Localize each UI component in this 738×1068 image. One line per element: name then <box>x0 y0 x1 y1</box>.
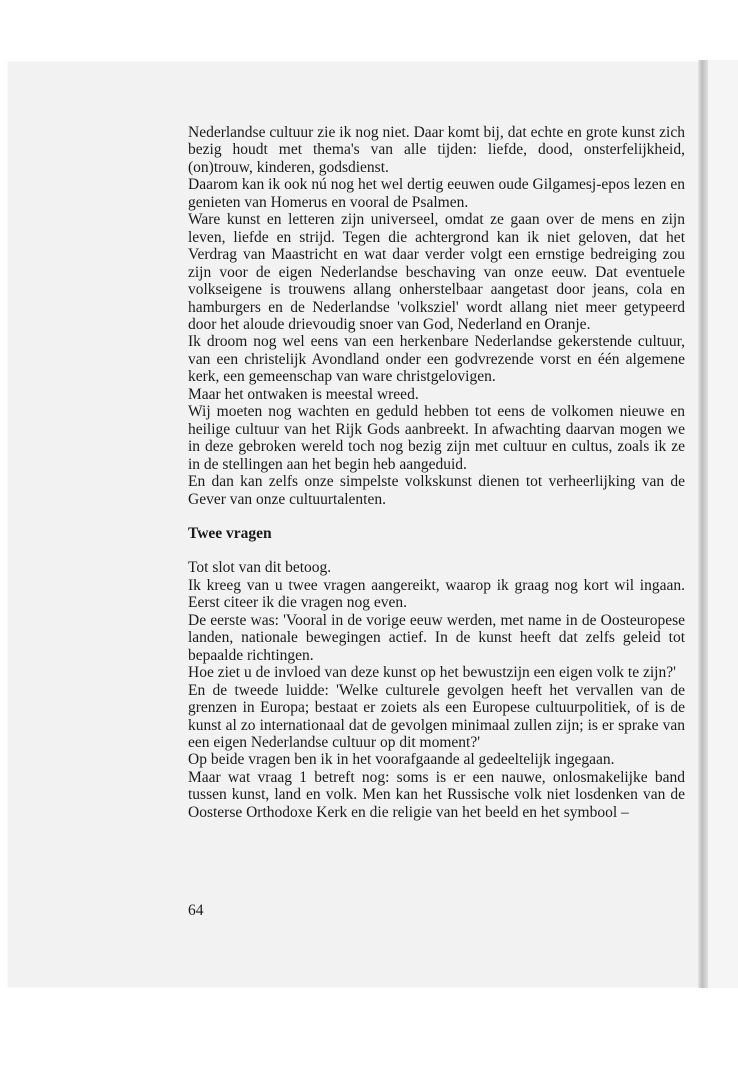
paragraph: Maar wat vraag 1 betreft nog: soms is er een nauwe, onlosmakelijke band tussen kunst, land en volk. Men kan het Russische volk niet losdenken van de Oosterse Orthodoxe Kerk en die religie van het beeld en het symbool – <box>188 768 685 821</box>
paragraph: Maar het ontwaken is meestal wreed. <box>188 385 419 403</box>
paragraph: Ware kunst en letteren zijn universeel, omdat ze gaan over de mens en zijn leven, liefde en strijd. Tegen die achtergrond kan ik niet geloven, dat het Verdrag van Maastricht en wat daar verder volgt een ernstige bedreiging zou zijn voor de eigen Nederlandse beschaving van onze eeuw. Dat eventuele volkseigene is trouwens allang onherstelbaar aangetast door jeans, cola en hamburgers en de Nederlandse 'volksziel' wordt allang niet meer getypeerd door het aloude drievoudig snoer van God, Nederland en Oranje. <box>188 211 685 333</box>
paragraph: Daarom kan ik ook nú nog het wel dertig eeuwen oude Gilgamesj-epos lezen en genieten van Homerus en vooral de Psalmen. <box>188 176 685 211</box>
paragraph: Ik droom nog wel eens van een herkenbare Nederlandse gekerstende cultuur, van een christelijk Avondland onder een godvrezende vorst en één algemene kerk, een gemeenschap van ware christgelovigen. <box>188 333 685 386</box>
paragraph: De eerste was: 'Vooral in de vorige eeuw werden, met name in de Oosteuropese landen, nationale bewegingen actief. In de kunst heeft dat zelfs geleid tot bepaalde richtingen. <box>188 611 685 664</box>
section-heading: Twee vragen <box>188 524 272 542</box>
body-text <box>188 124 685 821</box>
paragraph: En dan kan zelfs onze simpelste volkskunst dienen tot verheerlijking van de Gever van onze cultuurtalenten. <box>188 473 685 508</box>
paragraph: Ik kreeg van u twee vragen aangereikt, waarop ik graag nog kort wil ingaan. Eerst citeer ik die vragen nog even. <box>188 576 685 612</box>
paragraph: En de tweede luidde: 'Welke culturele gevolgen heeft het vervallen van de grenzen in Europa; bestaat er zoiets als een Europese cultuurpolitiek, of is de kunst al zo internationaal dat de gevolgen minimaal zullen zijn; is er sprake van een eigen Nederlandse cultuur op dit moment?' <box>188 681 685 751</box>
paragraph: Tot slot van dit betoog. <box>188 559 332 577</box>
page-number: 64 <box>188 902 204 919</box>
page-edge-shadow <box>698 60 708 988</box>
paragraph: Wij moeten nog wachten en geduld hebben tot eens de volkomen nieuwe en heilige cultuur van het Rijk Gods aanbreekt. In afwachting daarvan mogen we in deze gebroken wereld toch nog bezig zijn met cultuur en cultus, zoals ik ze in de stellingen aan het begin heb aangeduid. <box>188 403 685 473</box>
paragraph: Hoe ziet u de invloed van deze kunst op het bewustzijn een eigen volk te zijn?' <box>188 664 676 682</box>
paragraph: Nederlandse cultuur zie ik nog niet. Daar komt bij, dat echte en grote kunst zich bezig houdt met thema's van alle tijden: liefde, dood, onsterfelijkheid, (on)trouw, kinderen, godsdienst. <box>188 124 685 176</box>
page-edge-strip <box>708 60 738 988</box>
paragraph: Op beide vragen ben ik in het voorafgaande al gedeeltelijk ingegaan. <box>188 751 615 769</box>
